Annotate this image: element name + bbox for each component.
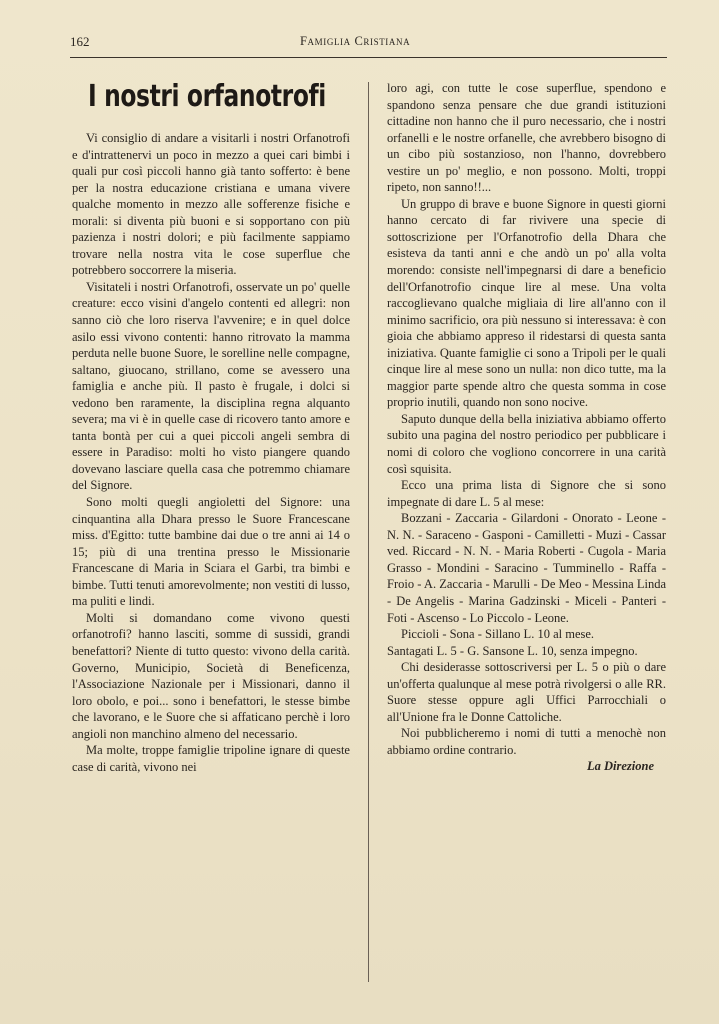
paragraph: Noi pubblicheremo i nomi di tutti a menochè non abbiamo ordine contrario.	[387, 726, 666, 757]
header-rule	[70, 57, 667, 58]
paragraph: Molti si domandano come vivono questi orfanotrofi? hanno lasciti, somme di sussidi, grandi benefattori? Niente di tutto questo: vivono della carità. Governo, Municipio, Società di Beneficenza, l'Associazione Nazionale per i Missionari, danno il loro obolo, e poi... sono i benefattori, le stesse bimbe che lavorano, e le Suore che si affaticano perchè i loro angioli non manchino almeno del necessario.	[72, 610, 350, 741]
paragraph: Ma molte, troppe famiglie tripoline ignare di queste case di carità, vivono nei	[72, 743, 350, 774]
paragraph: Chi desiderasse sottoscriversi per L. 5 o più o dare un'offerta qualunque al mese potrà rivolgersi o alle RR. Suore stesse oppure agli Uffici Parrocchiali o all'Unione fra le Donne Cattoliche.	[387, 660, 666, 724]
donor-list: Piccioli - Sona - Sillano L. 10 al mese.	[401, 627, 595, 642]
article-title: I nostri orfanotrofi	[88, 79, 326, 114]
paragraph: Un gruppo di brave e buone Signore in questi giorni hanno cercato di far rivivere una specie di sottoscrizione per l'Orfanotrofio della Dhara che esisteva da tanti anni e che andò un po' alla volta morendo: consiste nell'impegnarsi di dare a beneficio dell'Orfanotrofio cinque lire al mese. Una volta raccoglievano qualche migliaia di lire all'anno con il minimo sacrificio, ora più nessuno si interessava: è con gioia che abbiamo appreso il ridestarsi di questa santa iniziativa. Quante famiglie ci sono a Tripoli per le quali cinque lire al mese sono un nulla: non dico tutte, ma la maggior parte spende altro che questa somma in cose proprio inutili, quando non sono nocive.	[387, 196, 666, 410]
paragraph: loro agi, con tutte le cose superflue, spendono e spandono senza pensare che due grandi istituzioni cittadine non hanno che il puro necessario, che i nostri orfanelli e le nostre orfanelle, che avrebbero bisogno di un cibo più sostanzioso, non l'hanno, dovrebbero vestire un po' meglio, e non possono. Molti, troppi ripeto, non sanno!!...	[387, 81, 666, 195]
paragraph: Ecco una prima lista di Signore che si sono impegnate di dare L. 5 al mese:	[387, 478, 666, 509]
donor-list: Santagati L. 5 - G. Sansone L. 10, senza impegno.	[387, 643, 638, 658]
column-divider	[368, 82, 369, 982]
paragraph: Saputo dunque della bella iniziativa abbiamo offerto subito una pagina del nostro periodico per pubblicare i nomi di coloro che vogliono concorrere in una carità così squisita.	[387, 411, 666, 476]
paragraph: Sono molti quegli angioletti del Signore: una cinquantina alla Dhara presso le Suore Francescane miss. d'Egitto: tutte bambine dai due o tre anni ai 14 o 15; più di una trentina presso le Missionarie Francescane di Maria in Sciara el Garbi, tra bimbi e bimbe. Tutti tenuti amorevolmente; non vestiti di lusso, ma puliti e lindi.	[72, 495, 350, 609]
donor-list: Bozzani - Zaccaria - Gilardoni - Onorato - Leone - N. N. - Saraceno - Gasponi - Camilletti - Muzi - Cassar ved. Riccard - N. N. - Maria Roberti - Cugola - Maria Grasso - Mondini - Saracino - Tumminello - Raffa - Froio - A. Zaccaria - Marulli - De Meo - Messina Linda - De Angelis - Marina Gadzinski - Miceli - Panteri - Foti - Ascenso - Lo Piccolo - Leone.	[387, 511, 666, 625]
journal-name: Famiglia Cristiana	[300, 34, 411, 48]
left-column	[72, 130, 350, 775]
right-column	[387, 80, 666, 775]
running-head	[70, 34, 665, 54]
paragraph: Visitateli i nostri Orfanotrofi, osservate un po' quelle creature: ecco visini d'angelo contenti ed allegri: non sanno ciò che loro riserva l'avvenire; e in quel dolce asilo essi vivono contenti: hanno ritrovato la mamma perduta nelle buone Suore, le sorelline nelle compagne, saltano, giuocano, strillano, come se avessero una famiglia e anche più. Il pasto è frugale, i dolci si vedono ben raramente, la disciplina regna alquanto severa; ma vi è in quelle case di ricovero tanto amore e tanta bontà per cui a quei piccoli angeli sembra di essere in Paradiso: molti ho visto piangere quando dovevano lasciare quella casa che potremmo chiamare del Signore.	[72, 279, 350, 493]
paragraph: Vi consiglio di andare a visitarli i nostri Orfanotrofi e d'intrattenervi un poco in mezzo a quei cari bimbi i quali pur così piccoli hanno già tanto sofferto: è bene per la nostra educazione cristiana e umana vivere qualche momento in mezzo alle sofferenze fisiche e morali: si diventa più buoni e si sopportano con più pazienza i nostri dolori; e più facilmente sappiamo trovare nella nostra vita le cose superflue che potrebbero soccorrere la miseria.	[72, 131, 350, 278]
signature: La Direzione	[586, 759, 654, 774]
page-number: 162	[70, 34, 90, 49]
